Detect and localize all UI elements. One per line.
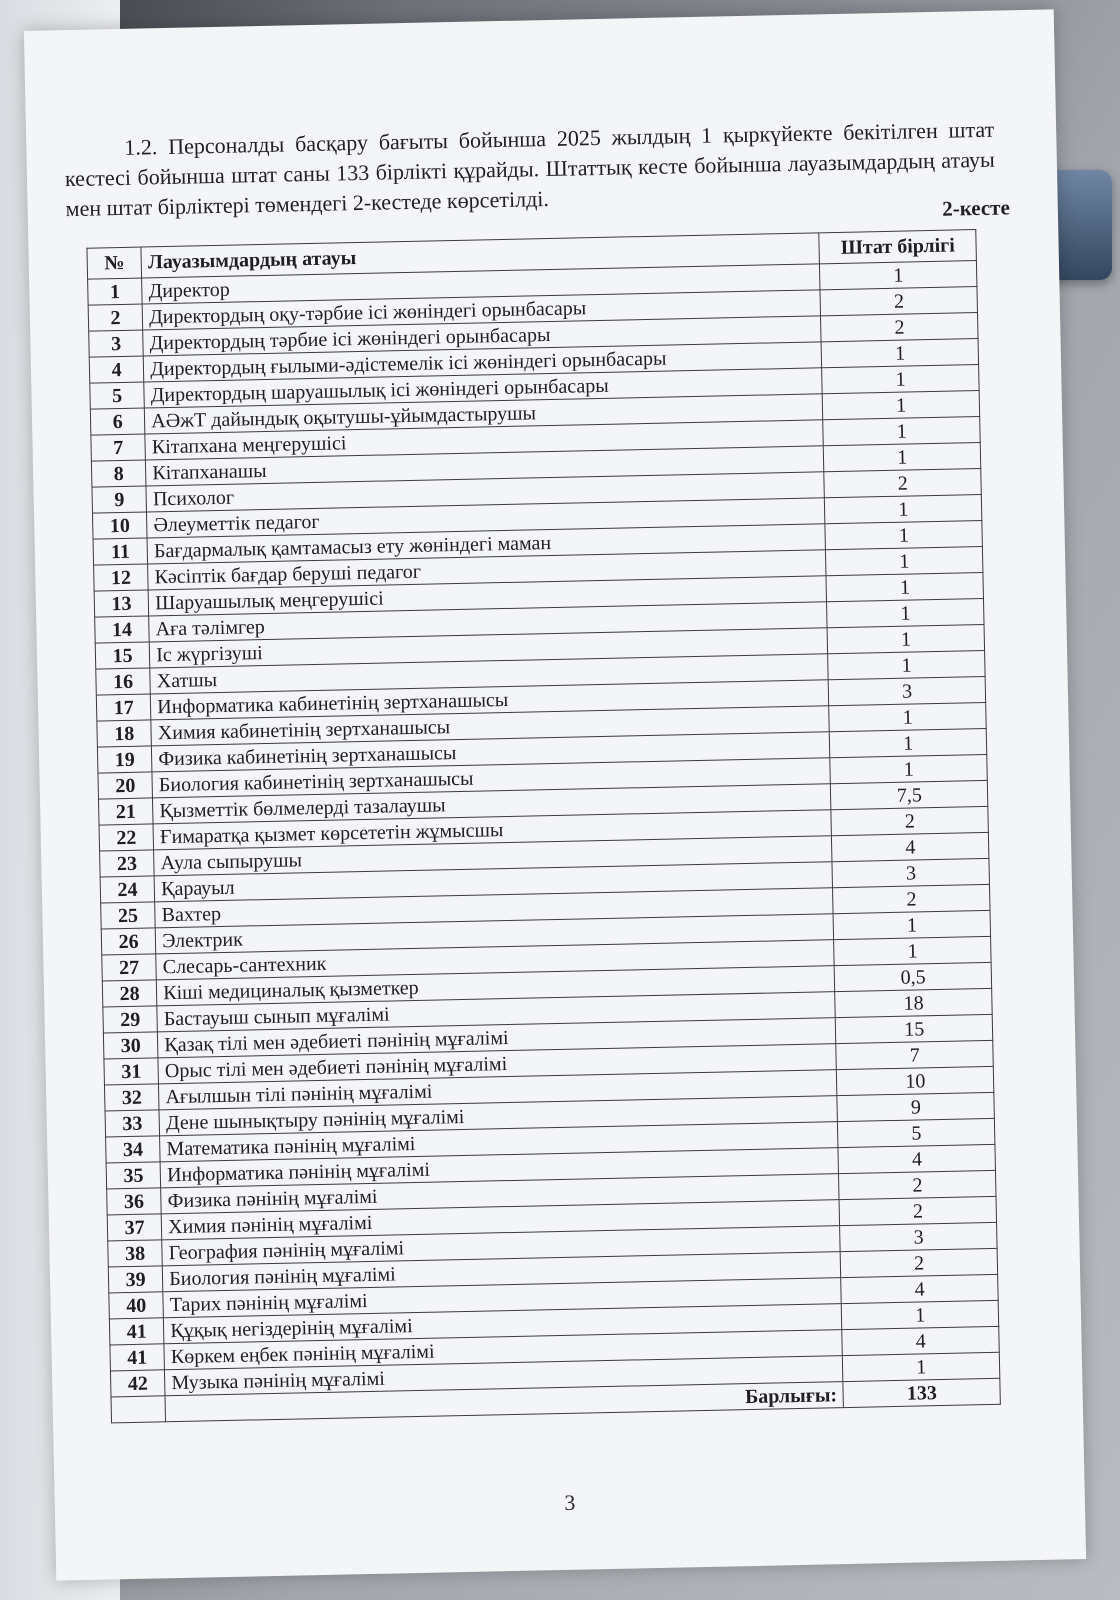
position-name: Кәсіптік бағдар беруші педагог [148,550,827,590]
position-name: Кітапхана меңгерушісі [145,420,824,460]
staff-units: 1 [829,702,986,731]
staff-units: 1 [828,650,985,679]
position-name: Слесарь-сантехник [156,940,835,980]
staff-units: 2 [821,313,978,342]
position-name: Көркем еңбек пәнінің мұғалімі [164,1330,843,1370]
staff-units: 1 [830,754,987,783]
staff-units: 1 [823,391,980,420]
position-name: Дене шынықтыру пәнінің мұғалімі [159,1096,838,1136]
staff-units: 1 [825,521,982,550]
position-name: Электрик [155,914,834,954]
position-name: Физика кабинетінің зертханашысы [152,732,831,772]
staff-units: 1 [826,546,983,575]
staff-units: 2 [824,469,981,498]
position-name: Ағылшын тілі пәнінің мұғалімі [159,1070,838,1110]
staff-units: 4 [842,1326,999,1355]
staff-units: 4 [832,832,989,861]
row-number: 41 [109,1318,164,1345]
row-number: 28 [102,980,157,1007]
staff-units: 1 [824,443,981,472]
staff-units: 1 [822,365,979,394]
position-name: Аға тәлімгер [149,602,828,642]
position-name: Тарих пәнінің мұғалімі [163,1278,842,1318]
row-number: 16 [96,668,151,695]
position-name: Бастауыш сынып мұғалімі [157,992,836,1032]
position-name: Биология кабинетінің зертханашысы [152,758,831,798]
row-number: 29 [103,1006,158,1033]
row-number: 3 [89,330,144,357]
position-name: Орыс тілі мен әдебиеті пәнінің мұғалімі [158,1044,837,1084]
staff-table [86,229,1000,1423]
row-number: 20 [98,772,153,799]
row-number: 30 [103,1032,158,1059]
row-number: 11 [93,538,148,565]
position-name: Информатика пәнінің мұғалімі [160,1148,839,1188]
total-label: Барлығы: [165,1382,844,1422]
row-number: 40 [109,1292,164,1319]
row-number: 26 [101,928,156,955]
staff-units: 1 [834,936,991,965]
table-body [88,261,1001,1423]
row-number: 33 [105,1110,160,1137]
position-name: Физика пәнінің мұғалімі [161,1174,840,1214]
position-name: Қазақ тілі мен әдебиеті пәнінің мұғалімі [158,1018,837,1058]
position-name: Химия пәнінің мұғалімі [161,1200,840,1240]
staff-units: 1 [827,598,984,627]
row-number: 9 [92,486,147,513]
position-name: Әлеуметтік педагог [147,498,826,538]
row-number: 31 [104,1058,159,1085]
row-number: 8 [91,460,146,487]
staff-units: 9 [837,1092,994,1121]
position-name: Құқық негіздерінің мұғалімі [164,1304,843,1344]
header-name: Лауазымдардың атауы [141,233,820,278]
row-number: 5 [90,382,145,409]
position-name: Қарауыл [154,862,833,902]
position-name: Бағдармалық қамтамасыз ету жөніндегі маман [147,524,826,564]
staff-units: 2 [841,1248,998,1277]
row-number: 15 [95,642,150,669]
staff-units: 2 [840,1196,997,1225]
staff-units: 5 [838,1118,995,1147]
position-name: Іс жүргізуші [149,628,828,668]
row-number: 35 [106,1162,161,1189]
staff-units: 1 [825,495,982,524]
staff-units: 1 [834,910,991,939]
position-name: Кітапханашы [146,446,825,486]
row-number: 23 [100,850,155,877]
position-name: Аула сыпырушы [154,836,833,876]
row-number: 19 [97,746,152,773]
page-number: 3 [564,1489,576,1515]
staff-units: 2 [833,884,990,913]
row-number: 2 [88,304,143,331]
position-name: Директордың шаруашылық ісі жөніндегі орынбасары [144,368,823,408]
staff-units: 7,5 [831,780,988,809]
position-name: Кіші медициналық қызметкер [157,966,836,1006]
position-name: Психолог [146,472,825,512]
staff-units: 1 [828,624,985,653]
row-number: 7 [91,434,146,461]
table-caption: 2-кесте [941,195,1011,221]
staff-units: 1 [823,417,980,446]
staff-units: 0,5 [835,962,992,991]
position-name: Хатшы [150,654,829,694]
total-value: 133 [843,1378,1000,1407]
intro-paragraph [64,115,996,224]
staff-units: 4 [841,1274,998,1303]
staff-units: 1 [820,261,977,290]
staff-units: 3 [829,676,986,705]
staff-units: 2 [820,287,977,316]
staff-units: 2 [839,1170,996,1199]
staff-units: 1 [830,728,987,757]
staff-units: 1 [842,1300,999,1329]
row-number: 10 [92,512,147,539]
staff-units: 15 [836,1014,993,1043]
position-name: Директор [142,264,821,304]
row-number: 24 [100,876,155,903]
position-name: Математика пәнінің мұғалімі [160,1122,839,1162]
row-number: 41 [110,1344,165,1371]
header-num: № [87,247,142,279]
row-number: 27 [102,954,157,981]
position-name: Қызметтік бөлмелерді тазалаушы [153,784,832,824]
document-page [24,9,1086,1580]
position-name: Музыка пәнінің мұғалімі [165,1356,844,1396]
staff-units: 1 [822,339,979,368]
row-number: 36 [107,1188,162,1215]
row-number: 39 [108,1266,163,1293]
position-name: Директордың тәрбие ісі жөніндегі орынбасары [143,316,822,356]
row-number: 38 [108,1240,163,1267]
row-number: 6 [90,408,145,435]
position-name: Шаруашылық меңгерушісі [148,576,827,616]
staff-units: 10 [837,1066,994,1095]
staff-units: 7 [836,1040,993,1069]
row-number: 18 [97,720,152,747]
row-number: 13 [94,590,149,617]
staff-units: 3 [840,1222,997,1251]
staff-units: 4 [838,1144,995,1173]
row-number: 42 [110,1370,165,1397]
row-number: 37 [107,1214,162,1241]
row-number: 1 [88,278,143,305]
row-number: 14 [95,616,150,643]
staff-units: 1 [826,572,983,601]
position-name: Информатика кабинетінің зертханашысы [151,680,830,720]
row-number: 4 [89,356,144,383]
intro-text: 1.2. Персоналды басқару бағыты бойынша 2025 жылдың 1 қыркүйекте бекітілген штат кестесі бойынша штат саны 133 бірлікті құрайды. Штаттық кесте бойынша лауазымдардың атауы мен штат бірліктері төмендегі 2-кестеде көрсетілді. [64,116,996,222]
row-number: 17 [96,694,151,721]
staff-units: 2 [831,806,988,835]
position-name: Химия кабинетінің зертханашысы [151,706,830,746]
row-number: 21 [98,798,153,825]
position-name: АӘжТ дайындық оқытушы-ұйымдастырушы [145,394,824,434]
position-name: Директордың ғылыми-әдістемелік ісі жөніндегі орынбасары [143,342,822,382]
row-number: 25 [101,902,156,929]
row-number: 32 [104,1084,159,1111]
position-name: Вахтер [155,888,834,928]
row-number: 22 [99,824,154,851]
staff-units: 18 [835,988,992,1017]
row-number: 34 [106,1136,161,1163]
position-name: Директордың оқу-тәрбие ісі жөніндегі орынбасары [142,290,821,330]
staff-units: 3 [832,858,989,887]
position-name: Ғимаратқа қызмет көрсететін жұмысшы [153,810,832,850]
staff-units: 1 [843,1352,1000,1381]
header-units: Штат бірлігі [819,230,976,264]
staff-table-wrapper [86,229,1000,1423]
total-empty-cell [111,1396,166,1423]
row-number: 12 [94,564,149,591]
position-name: География пәнінің мұғалімі [162,1226,841,1266]
position-name: Биология пәнінің мұғалімі [162,1252,841,1292]
